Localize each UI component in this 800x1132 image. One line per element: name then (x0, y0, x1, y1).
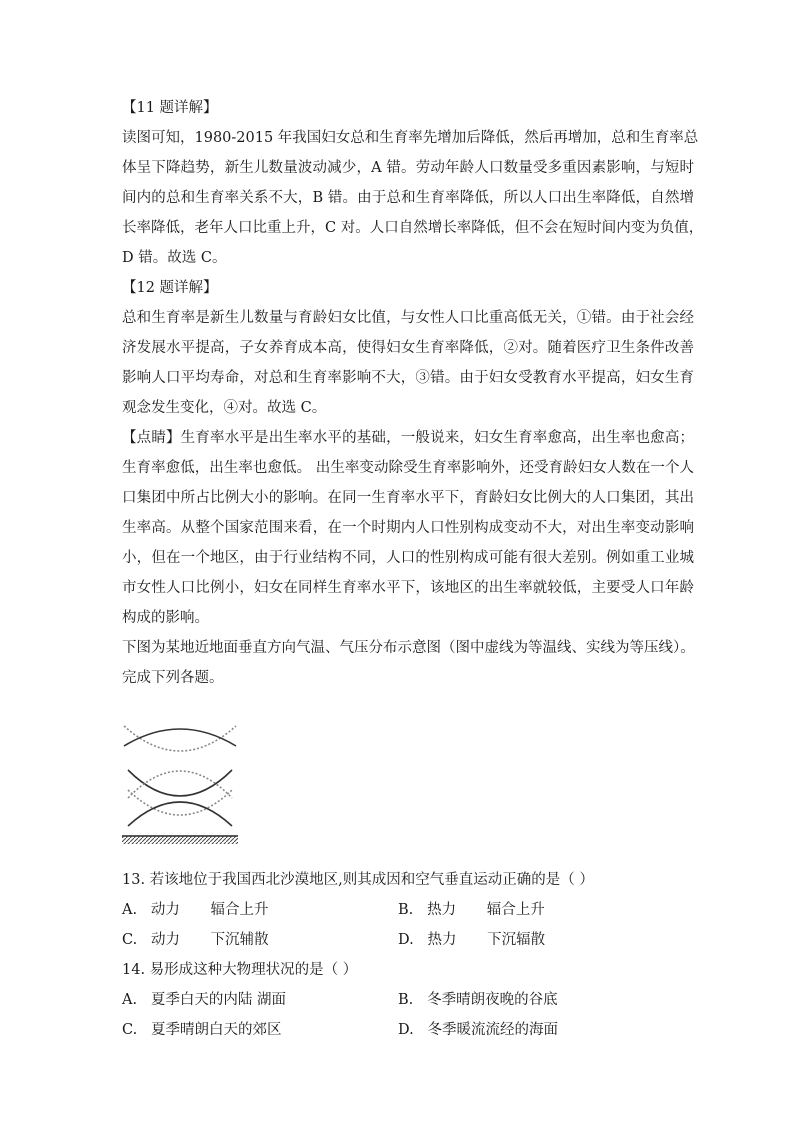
q11-line-5: D 错。故选 C。 (122, 250, 227, 266)
tip-line-1: 【点睛】生育率水平是出生率水平的基础，一般说来，妇女生育率愈高，出生率也愈高； (122, 430, 694, 446)
q11-line-1: 读图可知，1980-2015 年我国妇女总和生育率先增加后降低，然后再增加，总和生育率总 (122, 130, 699, 146)
option-part-b: 辐合上升 (486, 902, 545, 918)
q14-option-a[interactable] (122, 990, 286, 1010)
q11-header: 【11 题详解】 (122, 100, 218, 116)
q13-option-d[interactable] (398, 930, 545, 950)
q12-line-1: 总和生育率是新生儿数量与育龄妇女比值，与女性人口比重高低无关，①错。由于社会经 (122, 310, 694, 326)
option-part-a: 热力 (427, 932, 457, 948)
option-text: 冬季暖流流经的海面 (427, 1022, 559, 1038)
tip-line-6: 市女性人口比例小，妇女在同样生育率水平下，该地区的出生率就较低，主要受人口年龄 (122, 580, 694, 596)
q12-line-2: 济发展水平提高，子女养育成本高，使得妇女生育率降低，②对。随着医疗卫生条件改善 (122, 340, 694, 356)
q13-stem: 13. 若该地位于我国西北沙漠地区,则其成因和空气垂直运动正确的是（ ） (122, 872, 594, 888)
q13-option-c[interactable] (122, 930, 269, 950)
option-letter: C. (122, 1022, 138, 1038)
option-part-a: 动力 (150, 902, 180, 918)
q14-stem: 14. 易形成这种大物理状况的是（ ） (122, 962, 358, 978)
option-part-a: 热力 (427, 902, 457, 918)
tip-line-3: 口集团中所占比例大小的影响。在同一生育率水平下，育龄妇女比例大的人口集团，其出 (122, 490, 694, 506)
q11-line-4: 长率降低，老年人口比重上升，C 对。人口自然增长率降低，但不会在短时间内变为负值， (122, 220, 704, 236)
isobar-3 (128, 802, 232, 826)
tip-line-2: 生育率愈低，出生率也愈低。 出生率变动除受生育率影响外，还受育龄妇女人数在一个人 (122, 460, 694, 476)
tip-line-7: 构成的影响。 (122, 610, 209, 626)
ground-hatch (122, 836, 238, 844)
intro-line-1: 下图为某地近地面垂直方向气温、气压分布示意图（图中虚线为等温线、实线为等压线）。 (122, 640, 695, 656)
q14-option-b[interactable] (398, 990, 558, 1010)
q12-header: 【12 题详解】 (122, 280, 218, 296)
tip-line-5: 小，但在一个地区，由于行业结构不同，人口的性别构成可能有很大差别。例如重工业城 (122, 550, 694, 566)
q13-option-a[interactable] (122, 900, 269, 920)
q12-line-4: 观念发生变化，④对。故选 C。 (122, 400, 327, 416)
q12-line-3: 影响人口平均寿命，对总和生育率影响不大，③错。由于妇女受教育水平提高，妇女生育 (122, 370, 694, 386)
intro-line-2: 完成下列各题。 (122, 670, 224, 686)
option-letter: B. (398, 992, 414, 1008)
tip-line-4: 生率高。从整个国家范围来看，在一个时期内人口性别构成变动不大，对出生率变动影响 (122, 520, 694, 536)
q13-option-b[interactable] (398, 900, 545, 920)
option-part-b: 下沉辐散 (487, 932, 546, 948)
option-letter: B. (398, 902, 414, 918)
isotherm-2 (128, 771, 232, 798)
option-text: 冬季晴朗夜晚的谷底 (427, 992, 558, 1008)
option-letter: A. (122, 992, 138, 1008)
isobar-2 (128, 770, 232, 796)
option-letter: D. (398, 932, 414, 948)
q14-option-c[interactable] (122, 1020, 282, 1040)
option-letter: A. (122, 902, 138, 918)
temperature-pressure-diagram (122, 718, 238, 852)
isobar-1 (124, 729, 236, 746)
option-letter: D. (398, 1022, 414, 1038)
option-letter: C. (122, 932, 138, 948)
option-text: 夏季晴朗白天的郊区 (151, 1022, 282, 1038)
option-text: 夏季白天的内陆 湖面 (150, 992, 287, 1008)
q11-line-3: 间内的总和生育率关系不大，B 错。由于总和生育率降低，所以人口出生率降低，自然增 (122, 190, 694, 206)
q14-option-d[interactable] (398, 1020, 558, 1040)
q11-line-2: 体呈下降趋势，新生儿数量波动减少，A 错。劳动年龄人口数量受多重因素影响，与短时 (122, 160, 694, 176)
option-part-a: 动力 (151, 932, 181, 948)
option-part-b: 辐合上升 (210, 902, 269, 918)
option-part-b: 下沉辅散 (210, 932, 269, 948)
